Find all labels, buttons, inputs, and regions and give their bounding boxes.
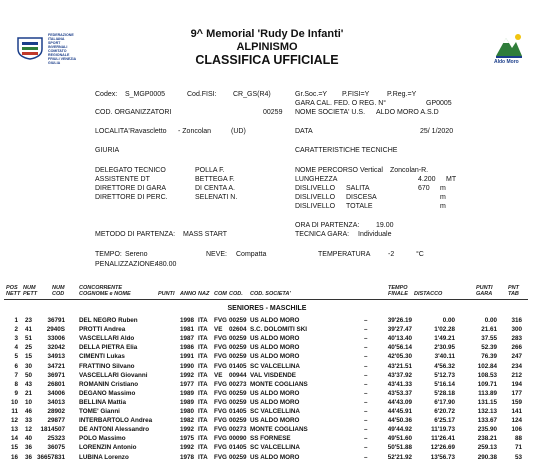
cell-pt: 316 — [511, 317, 522, 324]
preg: P.Reg.=Y — [387, 91, 417, 98]
cell-dist: 1'49.21 — [434, 335, 455, 343]
cell-name: ROMANIN Cristiano — [79, 380, 139, 388]
cell-com: FVG — [214, 408, 227, 415]
cell-com: FVG — [214, 444, 227, 452]
cell-com: FVG — [214, 353, 227, 361]
cell-cod: 25323 — [47, 435, 65, 443]
cell-dist: 6'25.17 — [434, 417, 455, 425]
cell-dash: – — [364, 398, 368, 406]
cell-dist: 13'56.73 — [430, 453, 455, 461]
tempo-label: TEMPO: — [95, 251, 122, 258]
dirperc-value: SELENATI N. — [195, 194, 238, 201]
percorso-label: NOME PERCORSO Vertical — [295, 167, 383, 174]
cell-dist: 6'20.72 — [434, 408, 455, 415]
cell-dist: 11'19.73 — [431, 426, 455, 434]
cell-pos: 6 — [14, 362, 18, 370]
cell-naz: ITA — [198, 362, 208, 370]
cell-cod: 34913 — [47, 353, 65, 361]
cell-tempo: 39'27.47 — [387, 326, 412, 334]
cell-pett: 36 — [24, 444, 32, 452]
metodo-label: METODO DI PARTENZA: — [95, 231, 176, 238]
cell-pt: 300 — [511, 326, 522, 334]
cell-soc: SS FORNESE — [250, 435, 291, 443]
cell-anno: 1981 — [180, 326, 195, 334]
cell-pos: 1 — [14, 317, 18, 324]
cell-com: FVG — [214, 398, 227, 406]
gara-value: GP0005 — [426, 100, 452, 107]
salita-unit: m — [440, 185, 446, 192]
cell-pt: 88 — [514, 435, 522, 443]
discesa-label: DISLIVELLO — [295, 194, 336, 201]
cell-com: FVG — [214, 317, 227, 324]
cell-anno: 1998 — [180, 317, 195, 324]
temp-unit: °C — [416, 251, 424, 258]
cell-pt: 53 — [514, 453, 522, 461]
discesa-unit: m — [440, 194, 446, 201]
cell-soc: VAL VISDENDE — [250, 371, 296, 379]
cell-naz: ITA — [198, 444, 208, 452]
cell-pett: 15 — [24, 353, 32, 361]
cell-soc: US ALDO MORO — [250, 353, 300, 361]
cell-tempo: 43'37.92 — [387, 371, 412, 379]
cell-pt: 141 — [511, 408, 522, 415]
cell-pt: 159 — [511, 398, 522, 406]
cell-pg: 76.39 — [481, 353, 497, 361]
codex-label: Codex: — [95, 91, 118, 98]
cell-pg: 21.61 — [481, 326, 497, 334]
tecnica-label: TECNICA GARA: — [295, 231, 350, 238]
dirgara-label: DIRETTORE DI GARA — [95, 185, 167, 192]
cell-soc: US ALDO MORO — [250, 317, 300, 324]
cell-pg: 131.15 — [477, 398, 497, 406]
data-label: DATA — [295, 128, 313, 135]
org-value: 00259 — [263, 109, 283, 116]
cell-tempo: 39'26.19 — [387, 317, 412, 324]
cell-dist: 12'26.69 — [430, 444, 455, 452]
cell-pg: 133.67 — [477, 417, 497, 425]
cell-anno: 1980 — [180, 408, 195, 415]
cell-anno: 1986 — [180, 344, 195, 352]
cell-pg: 0.00 — [484, 317, 497, 324]
cell-dash: – — [364, 426, 368, 434]
cell-cod: 36657831 — [36, 453, 65, 461]
cell-dist: 1'02.28 — [434, 326, 455, 334]
cell-scod: 01405 — [229, 444, 247, 452]
ora-label: ORA DI PARTENZA: — [295, 222, 360, 229]
cell-pos: 14 — [10, 435, 18, 443]
cell-tempo: 43'41.33 — [387, 380, 412, 388]
delegato-value: POLLA F. — [195, 167, 225, 174]
pfisi: P.FISI=Y — [342, 91, 370, 98]
cell-tempo: 49'44.92 — [387, 426, 412, 434]
cell-pos: 10 — [10, 398, 18, 406]
cell-anno: 1977 — [180, 380, 195, 388]
cell-name: DEL NEGRO Ruben — [79, 317, 138, 324]
cell-scod: 00273 — [229, 426, 247, 434]
cell-pett: 21 — [24, 389, 32, 397]
pen-value: 480.00 — [155, 261, 177, 268]
cell-scod: 00273 — [229, 380, 247, 388]
cell-pos: 2 — [14, 326, 18, 334]
cell-tempo: 40'56.14 — [387, 344, 412, 352]
cell-dist: 6'17.90 — [434, 398, 455, 406]
cell-scod: 00259 — [229, 353, 247, 361]
cell-pt: 124 — [511, 417, 522, 425]
cell-anno: 1992 — [180, 426, 195, 434]
cell-dash: – — [364, 389, 368, 397]
totale-label: DISLIVELLO — [295, 203, 336, 210]
cell-dist: 4'56.32 — [434, 362, 455, 370]
cell-soc: SC VALCELLINA — [250, 362, 300, 370]
data-value: 25/ 1/2020 — [420, 128, 454, 135]
giuria-label: GIURIA — [95, 147, 120, 154]
totale-type: TOTALE — [346, 203, 373, 210]
cell-tempo: 44'45.91 — [387, 408, 412, 415]
cell-scod: 00259 — [229, 317, 247, 324]
cell-scod: 00944 — [229, 371, 247, 379]
cell-com: FVG — [214, 435, 227, 443]
cell-naz: ITA — [198, 426, 208, 434]
cell-pg: 113.89 — [478, 389, 497, 397]
tecnica-value: Individuale — [358, 231, 392, 238]
cell-anno: 1990 — [180, 362, 195, 370]
cell-tempo: 44'43.09 — [387, 398, 412, 406]
cell-cod: 32042 — [47, 344, 65, 352]
cell-com: FVG — [214, 426, 227, 434]
loc-sep: - Zoncolan — [178, 128, 212, 135]
cell-dash: – — [364, 453, 368, 461]
cell-pt: 283 — [511, 335, 522, 343]
cell-name: LORENZIN Antonio — [79, 444, 137, 452]
car-tec-label: CARATTERISTICHE TECNICHE — [295, 147, 398, 154]
loc-prov: (UD) — [231, 128, 246, 135]
cell-pett: 33 — [24, 417, 32, 425]
header-title-1: 9^ Memorial 'Rudy De Infanti' — [190, 28, 344, 40]
cell-scod: 00259 — [229, 398, 247, 406]
delegato-label: DELEGATO TECNICO — [95, 167, 166, 174]
cell-pett: 46 — [24, 408, 32, 415]
cell-anno: 1989 — [180, 398, 195, 406]
cell-cod: 34006 — [47, 389, 65, 397]
cell-name: TOME' Gianni — [79, 408, 120, 415]
cell-dash: – — [364, 362, 368, 370]
cell-soc: US ALDO MORO — [250, 398, 300, 406]
cell-tempo: 43'53.37 — [387, 389, 412, 397]
cell-anno: 1991 — [180, 353, 195, 361]
header-title-3: CLASSIFICA UFFICIALE — [195, 53, 339, 67]
cell-name: DELLA PIETRA Elia — [79, 344, 138, 352]
header-divider — [4, 299, 528, 300]
assistente-label: ASSISTENTE DT — [95, 176, 150, 183]
cell-dash: – — [364, 408, 368, 415]
tempo-value: Sereno — [125, 251, 148, 258]
cell-cod: 34721 — [47, 362, 65, 370]
cell-pg: 52.39 — [481, 344, 497, 352]
cell-pett: 43 — [24, 380, 32, 388]
cell-scod: 00259 — [229, 335, 247, 343]
cell-pett: 12 — [24, 426, 32, 434]
table-row — [0, 454, 534, 464]
loc-value: Ravascletto — [130, 128, 167, 135]
cell-scod: 01405 — [229, 408, 247, 415]
cell-scod: 00259 — [229, 417, 247, 425]
temp-label: TEMPERATURA — [318, 251, 371, 258]
cell-pt: 266 — [511, 344, 522, 352]
cell-soc: US ALDO MORO — [250, 344, 300, 352]
fisi-logo-text: FEDERAZIONE ITALIANA SPORT INVERNALI COMITATO REGIONALE FRIULI VENEZIA GIULIA — [48, 33, 77, 65]
cell-pett: 51 — [24, 335, 32, 343]
cell-dist: 0.00 — [442, 317, 455, 324]
cell-naz: ITA — [198, 389, 208, 397]
cell-pos: 15 — [10, 444, 18, 452]
cell-soc: US ALDO MORO — [250, 417, 300, 425]
cell-tempo: 43'21.51 — [387, 362, 412, 370]
lunghezza-value: 4.200 — [418, 176, 436, 183]
cell-naz: ITA — [198, 453, 208, 461]
cell-name: BELLINA Mattia — [79, 398, 126, 406]
dirperc-label: DIRETTORE DI PERC. — [95, 194, 168, 201]
org-label: COD. ORGANIZZATORI — [95, 109, 172, 116]
cell-soc: MONTE COGLIANS — [250, 380, 308, 388]
cell-pt: 234 — [511, 362, 522, 370]
cell-anno: 1975 — [180, 435, 195, 443]
grsoc: Gr.Soc.=Y — [295, 91, 328, 98]
cell-com: VE — [214, 326, 223, 334]
cell-anno: 1992 — [180, 444, 195, 452]
category-title: SENIORES - MASCHILE — [227, 305, 307, 312]
discesa-type: DISCESA — [346, 194, 377, 201]
cell-name: CIMENTI Lukas — [79, 353, 125, 361]
cell-pg: 238.21 — [477, 435, 497, 443]
gara-label: GARA CAL. FED. O REG. N° — [295, 100, 387, 107]
cell-scod: 01405 — [229, 362, 247, 370]
cell-naz: ITA — [198, 408, 208, 415]
cell-tempo: 52'21.92 — [387, 453, 412, 461]
cell-name: LUBINA Lorenzo — [79, 453, 129, 461]
metodo-value: MASS START — [183, 231, 228, 238]
cell-com: FVG — [214, 417, 227, 425]
cell-pos: 7 — [14, 371, 18, 379]
cell-name: VASCELLARI Aldo — [79, 335, 135, 343]
cell-pt: 106 — [511, 426, 522, 434]
cell-pt: 247 — [511, 353, 522, 361]
cell-soc: US ALDO MORO — [250, 389, 300, 397]
cell-dist: 11'26.41 — [431, 435, 455, 443]
cell-cod: 36971 — [47, 371, 65, 379]
cell-com: FVG — [214, 380, 227, 388]
cell-tempo: 40'13.40 — [387, 335, 412, 343]
cell-cod: 36791 — [47, 317, 65, 324]
cell-name: PROTTI Andrea — [79, 326, 126, 334]
cell-dash: – — [364, 380, 368, 388]
cell-cod: 28902 — [47, 408, 65, 415]
cell-pos: 9 — [14, 389, 18, 397]
neve-value: Compatta — [236, 251, 267, 258]
cell-name: VASCELLARI Giovanni — [79, 371, 148, 379]
cell-pt: 71 — [514, 444, 522, 452]
cell-pett: 10 — [24, 398, 32, 406]
cell-dash: – — [364, 335, 368, 343]
cell-pos: 11 — [11, 408, 18, 415]
percorso-value: Zoncolan-R. — [390, 167, 429, 174]
cell-soc: SC VALCELLINA — [250, 444, 300, 452]
cell-naz: ITA — [198, 326, 208, 334]
cell-name: FRATTINO Silvano — [79, 362, 135, 370]
salita-type: SALITA — [346, 185, 370, 192]
cell-pt: 212 — [511, 371, 522, 379]
soc-value: ALDO MORO A.S.D — [376, 109, 439, 116]
cell-tempo: 50'51.88 — [387, 444, 412, 452]
cell-anno: 1989 — [180, 389, 195, 397]
cell-com: FVG — [214, 344, 227, 352]
cell-anno: 1992 — [180, 371, 195, 379]
cell-pg: 102.84 — [477, 362, 497, 370]
cell-dist: 2'30.95 — [434, 344, 455, 352]
cell-pt: 194 — [511, 380, 522, 388]
cell-cod: 33006 — [47, 335, 65, 343]
lunghezza-label: LUNGHEZZA — [295, 176, 338, 183]
cell-pg: 109.71 — [477, 380, 497, 388]
cell-cod: 2940S — [46, 326, 65, 334]
aldo-moro-logo: Aldo Moro — [494, 32, 524, 68]
cell-scod: 00259 — [229, 453, 247, 461]
codfisi-label: Cod.FISI: — [187, 91, 217, 98]
cell-naz: ITA — [198, 335, 208, 343]
cell-cod: 34013 — [47, 398, 65, 406]
cell-tempo: 49'51.60 — [387, 435, 412, 443]
pen-label: PENALIZZAZIONE: — [95, 261, 157, 268]
cell-pett: 40 — [24, 435, 32, 443]
cell-pg: 108.53 — [477, 371, 497, 379]
loc-label: LOCALITA' — [95, 128, 130, 135]
cell-pett: 50 — [24, 371, 32, 379]
cell-pg: 235.90 — [477, 426, 497, 434]
neve-label: NEVE: — [206, 251, 228, 258]
cell-dash: – — [364, 353, 368, 361]
cell-soc: S.C. DOLOMITI SKI — [250, 326, 308, 334]
cell-pett: 36 — [24, 453, 32, 461]
cell-anno: 1987 — [180, 335, 195, 343]
cell-pett: 23 — [24, 317, 32, 324]
cell-naz: ITA — [198, 380, 208, 388]
cell-name: DE ANTONI Alessandro — [79, 426, 150, 434]
cell-pett: 25 — [24, 344, 32, 352]
cell-dist: 5'12.73 — [434, 371, 455, 379]
cell-tempo: 44'50.36 — [387, 417, 412, 425]
cell-cod: 26801 — [47, 380, 65, 388]
salita-value: 670 — [418, 185, 430, 192]
temp-value: -2 — [388, 251, 395, 258]
cell-cod: 36075 — [47, 444, 65, 452]
cell-name: POLO Massimo — [79, 435, 126, 443]
cell-com: FVG — [214, 335, 227, 343]
cell-name: DEGANO Massimo — [79, 389, 136, 397]
cell-pos: 5 — [14, 353, 18, 361]
cell-naz: ITA — [198, 435, 208, 443]
cell-dist: 3'40.11 — [434, 353, 455, 361]
cell-soc: MONTE COGLIANS — [250, 426, 308, 434]
totale-unit: m — [440, 203, 446, 210]
cell-pos: 13 — [10, 426, 18, 434]
cell-soc: SC VALCELLINA — [250, 408, 300, 415]
soc-label: NOME SOCIETA' U.S. — [295, 109, 366, 116]
cell-dash: – — [364, 444, 368, 452]
assistente-value: BETTEGA F. — [195, 176, 235, 183]
cell-pg: 37.55 — [481, 335, 497, 343]
cell-naz: ITA — [198, 371, 208, 379]
cell-com: FVG — [214, 389, 227, 397]
cell-naz: ITA — [198, 398, 208, 406]
cell-dist: 5'16.14 — [434, 380, 455, 388]
cell-scod: 00259 — [229, 389, 247, 397]
cell-dash: – — [364, 435, 368, 443]
codex-value: S_MGP0005 — [125, 91, 166, 98]
cell-scod: 00090 — [229, 435, 247, 443]
cell-pett: 30 — [24, 362, 32, 370]
header-title-2: ALPINISMO — [236, 41, 298, 53]
cell-name: INTERBARTOLO Andrea — [79, 417, 153, 425]
cell-pos: 12 — [10, 417, 18, 425]
cell-pg: 259.13 — [477, 444, 497, 452]
cell-pt: 177 — [511, 389, 522, 397]
cell-anno: 1982 — [180, 417, 195, 425]
cell-naz: ITA — [198, 353, 208, 361]
cell-anno: 1978 — [180, 453, 195, 461]
cell-pos: 3 — [14, 335, 18, 343]
cell-soc: US ALDO MORO — [250, 335, 300, 343]
cell-dash: – — [364, 326, 368, 334]
cell-pg: 132.13 — [477, 408, 497, 415]
cell-pos: 4 — [14, 344, 18, 352]
cell-cod: 29877 — [47, 417, 65, 425]
cell-pos: 8 — [14, 380, 18, 388]
cell-soc: US ALDO MORO — [250, 453, 300, 461]
cell-cod: 1814507 — [40, 426, 65, 434]
cell-naz: ITA — [198, 344, 208, 352]
dirgara-value: DI CENTA A. — [195, 185, 235, 192]
cell-com: FVG — [214, 362, 227, 370]
cell-dash: – — [364, 371, 368, 379]
cell-com: VE — [214, 371, 223, 379]
cell-pg: 290.38 — [477, 453, 497, 461]
cell-com: FVG — [214, 453, 227, 461]
cell-dash: – — [364, 317, 368, 324]
cell-dist: 5'28.18 — [434, 389, 455, 397]
codfisi-value: CR_GS(R4) — [233, 91, 271, 98]
cell-scod: 02604 — [229, 326, 247, 334]
cell-naz: ITA — [198, 417, 208, 425]
cell-pos: 16 — [10, 453, 18, 461]
salita-label: DISLIVELLO — [295, 185, 336, 192]
cell-dash: – — [364, 417, 368, 425]
ora-value: 19.00 — [376, 222, 394, 229]
cell-dash: – — [364, 344, 368, 352]
cell-scod: 00259 — [229, 344, 247, 352]
cell-naz: ITA — [198, 317, 208, 324]
lunghezza-unit: MT — [446, 176, 457, 183]
cell-pett: 41 — [24, 326, 32, 334]
cell-tempo: 42'05.30 — [387, 353, 412, 361]
